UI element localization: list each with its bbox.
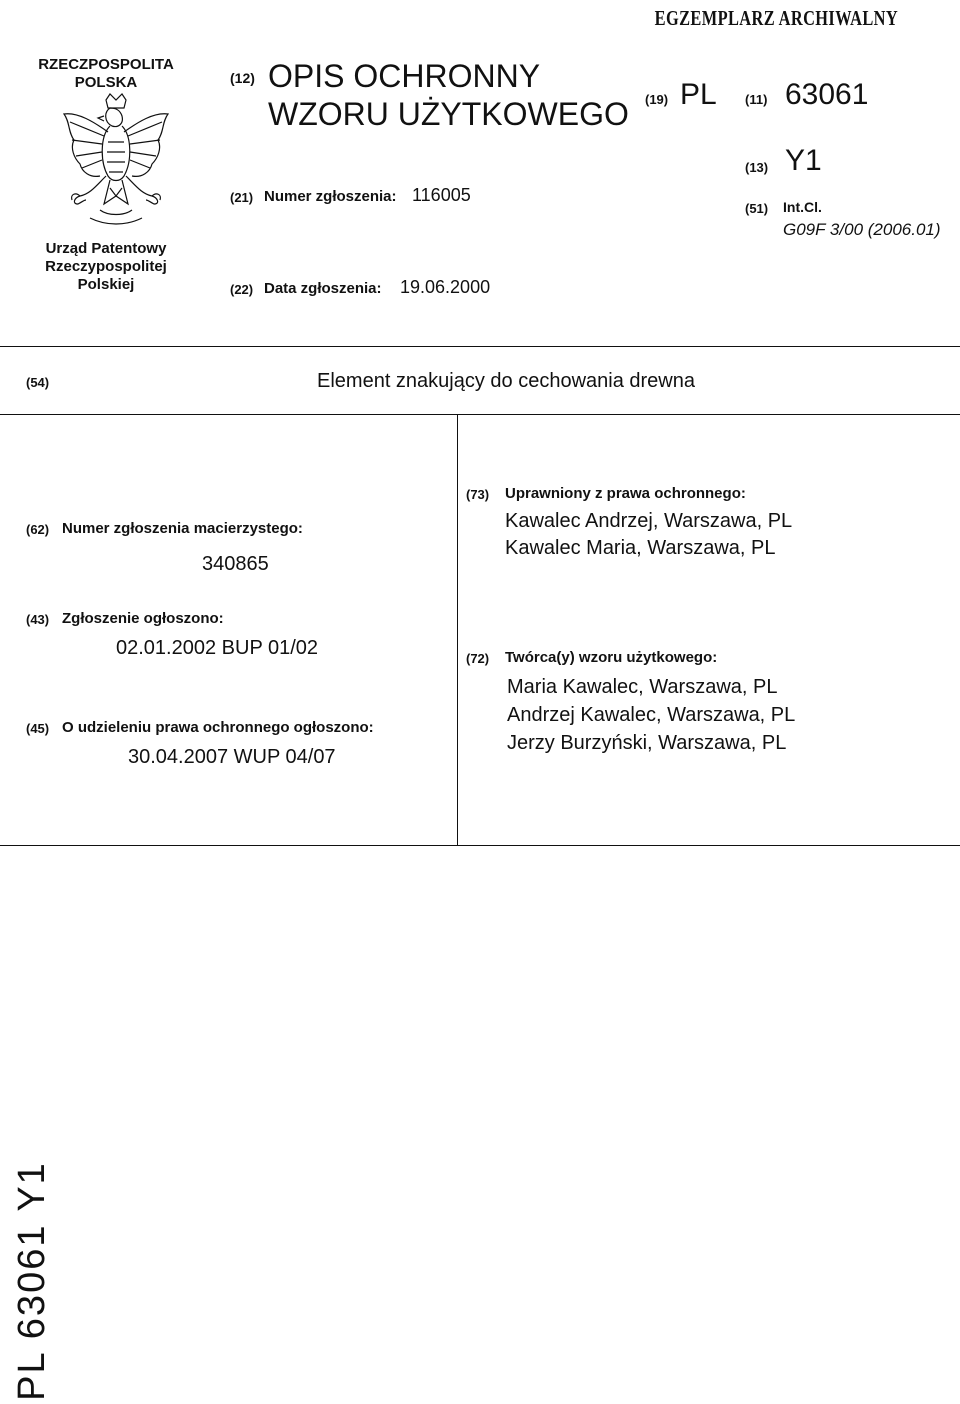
code-72: (72): [466, 651, 490, 666]
parent-application-number: 340865: [202, 553, 269, 575]
utility-model-title: Element znakujący do cechowania drewna: [317, 370, 695, 392]
code-73: (73): [466, 487, 490, 502]
creator-item: Jerzy Burzyński, Warszawa, PL: [507, 732, 787, 754]
code-22: (22): [230, 282, 254, 297]
intcl-value: G09F 3/00 (2006.01): [783, 220, 941, 239]
owners-label: Uprawniony z prawa ochronnego:: [505, 485, 746, 502]
published-label: Zgłoszenie ogłoszono:: [62, 610, 224, 627]
office-name: [26, 240, 186, 294]
code-19: (19): [645, 92, 669, 107]
code-12: (12): [230, 70, 255, 86]
code-45: (45): [26, 721, 50, 736]
application-number-label: Numer zgłoszenia:: [264, 188, 397, 205]
creators-label: Twórca(y) wzoru użytkowego:: [505, 649, 718, 666]
intcl-label: Int.Cl.: [783, 199, 822, 215]
country-line2: POLSKA: [74, 74, 138, 91]
published-value: 02.01.2002 BUP 01/02: [116, 637, 319, 659]
application-date: 19.06.2000: [400, 277, 491, 297]
side-document-label: PL 63061 Y1: [11, 1161, 53, 1401]
document-title-line1: OPIS OCHRONNY: [268, 58, 541, 94]
eagle-emblem-icon: [60, 92, 172, 230]
country-name: [26, 56, 186, 92]
code-62: (62): [26, 522, 50, 537]
document-title-line2: WZORU UŻYTKOWEGO: [268, 96, 629, 132]
application-date-label: Data zgłoszenia:: [264, 280, 382, 297]
archive-stamp: EGZEMPLARZ ARCHIWALNY: [654, 6, 898, 30]
code-43: (43): [26, 612, 50, 627]
owner-item: Kawalec Maria, Warszawa, PL: [505, 537, 776, 559]
separator-title: [0, 414, 960, 415]
document-kind: Y1: [785, 144, 822, 177]
parent-application-label: Numer zgłoszenia macierzystego:: [62, 520, 303, 537]
office-line1: Urząd Patentowy: [45, 240, 167, 257]
office-line2: Rzeczypospolitej: [45, 258, 167, 275]
separator-top: [0, 346, 960, 347]
country-line1: RZECZPOSPOLITA: [38, 56, 174, 73]
separator-bottom: [0, 845, 960, 846]
code-13: (13): [745, 160, 769, 175]
owner-item: Kawalec Andrzej, Warszawa, PL: [505, 510, 793, 532]
code-54: (54): [26, 375, 50, 390]
code-21: (21): [230, 190, 254, 205]
granted-value: 30.04.2007 WUP 04/07: [128, 746, 336, 768]
document-number: 63061: [785, 78, 869, 111]
country-code: PL: [680, 78, 717, 111]
code-11: (11): [745, 92, 768, 107]
creator-item: Maria Kawalec, Warszawa, PL: [507, 676, 778, 698]
creator-item: Andrzej Kawalec, Warszawa, PL: [507, 704, 796, 726]
office-line3: Polskiej: [77, 276, 135, 293]
application-number: 116005: [412, 185, 471, 205]
granted-label: O udzieleniu prawa ochronnego ogłoszono:: [62, 719, 374, 736]
column-divider: [457, 414, 458, 846]
code-51: (51): [745, 201, 769, 216]
